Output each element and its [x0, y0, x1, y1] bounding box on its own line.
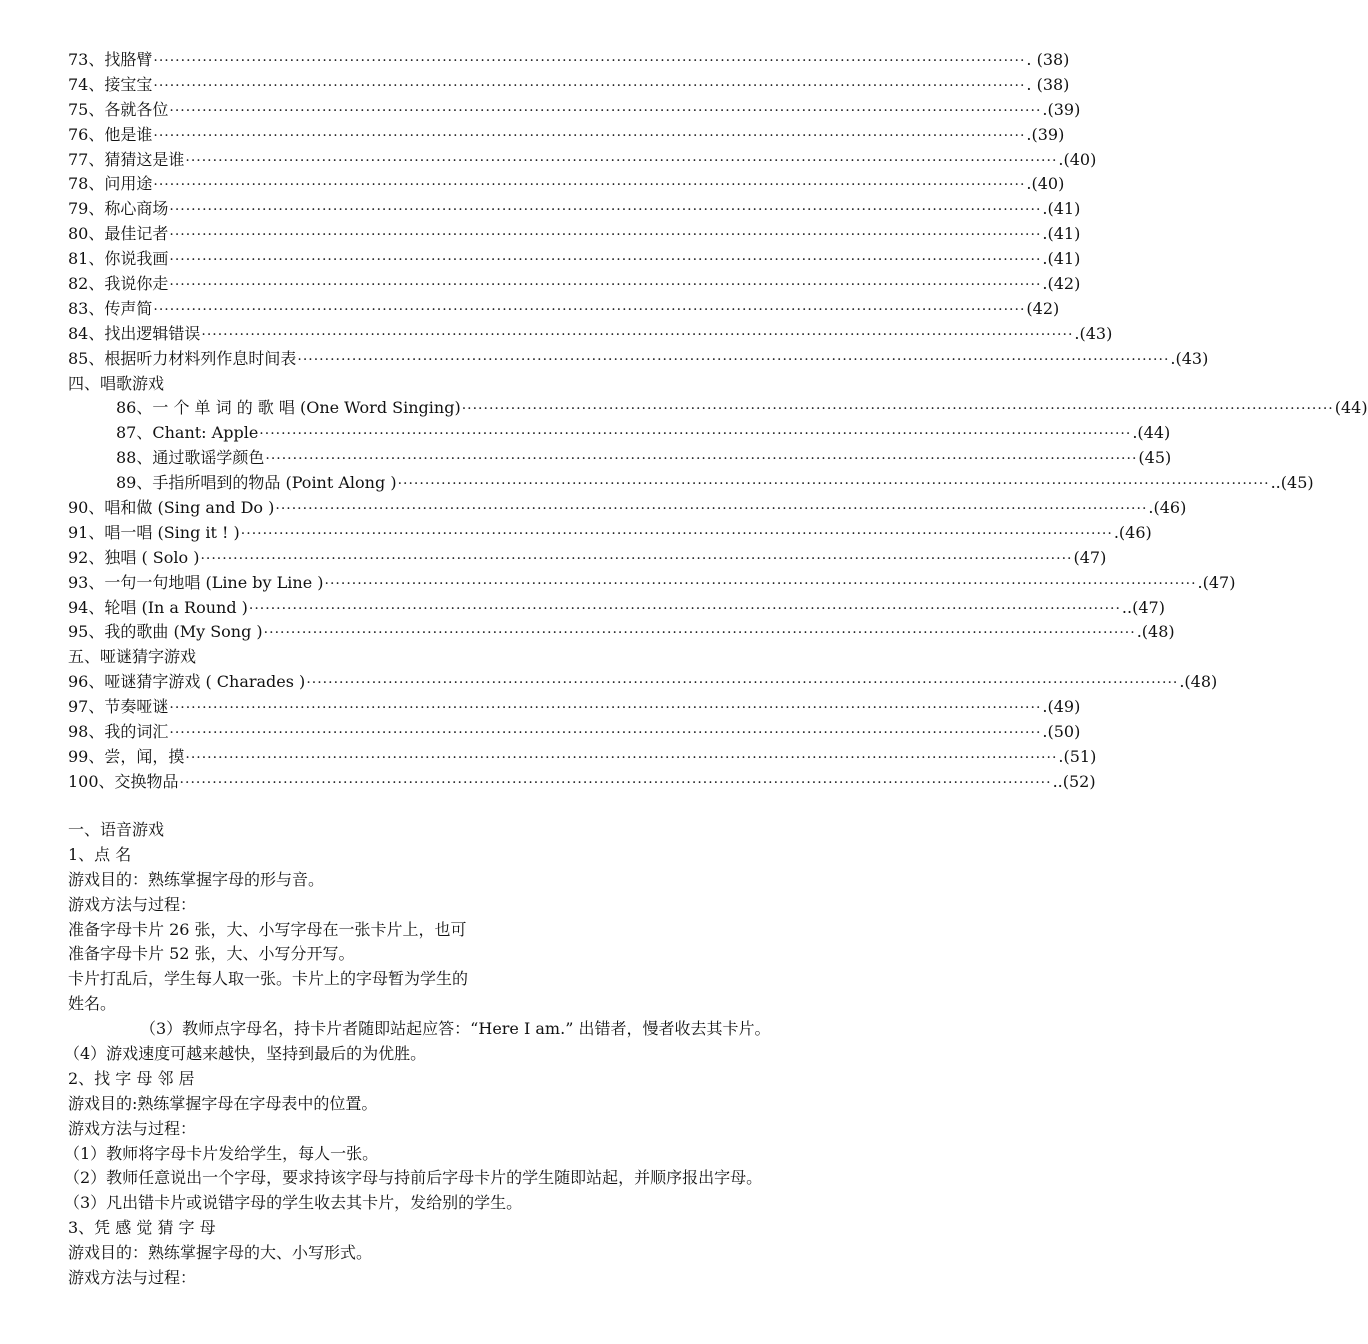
toc-leader-dots: ································································································································································ [240, 525, 1113, 542]
toc-page-number: .(41) [1042, 249, 1081, 269]
toc-entry [68, 272, 1081, 297]
toc-entry [68, 98, 1081, 123]
toc-page-number: .(40) [1026, 174, 1065, 194]
toc-leader-dots: ································································································································································ [169, 227, 1042, 244]
toc-leader-dots: ································································································································································ [263, 625, 1136, 642]
toc-leader-dots: ································································································································································ [265, 451, 1138, 468]
toc-entry-label: 80、最佳记者 [68, 224, 169, 244]
body-paragraph: 游戏方法与过程： [68, 894, 197, 914]
body-paragraph: 一、语音游戏 [68, 820, 165, 839]
toc-entry [68, 695, 1081, 720]
toc-leader-dots: ································································································································································ [169, 725, 1042, 742]
toc-leader-dots: ································································································································································ [306, 675, 1179, 692]
toc-entry-label: 73、找胳臂 [68, 50, 153, 69]
toc-page-number: .(44) [1132, 423, 1171, 443]
toc-page-number: .(49) [1042, 697, 1081, 717]
body-paragraph: 3、凭 感 觉 猜 字 母 [68, 1218, 216, 1238]
toc-page-number: .(41) [1042, 199, 1081, 219]
toc-page-number: .(39) [1026, 124, 1065, 144]
toc-page-number: .(46) [1113, 522, 1152, 542]
toc-entry [68, 620, 1175, 645]
body-paragraph: （2）教师任意说出一个字母，要求持该字母与持前后字母卡片的学生随即站起，并顺序报出字母。 [64, 1168, 763, 1188]
table-of-contents [68, 48, 1368, 795]
toc-entry [68, 421, 1171, 446]
toc-entry-label: 85、根据听力材料列作息时间表 [68, 348, 297, 368]
toc-entry-label: 82、我说你走 [68, 274, 169, 294]
toc-entry [68, 670, 1218, 695]
body-paragraph: 1、点 名 [68, 844, 132, 864]
body-paragraph: 游戏目的:熟练掌握字母在字母表中的位置。 [68, 1093, 378, 1113]
toc-entry-label: 92、独唱 ( Solo ) [68, 547, 200, 567]
toc-page-number: (45) [1138, 448, 1172, 468]
toc-leader-dots: ································································································································································ [169, 102, 1042, 119]
body-paragraph: 姓名。 [68, 994, 117, 1014]
toc-leader-dots: ································································································································································ [397, 476, 1270, 493]
toc-entry-label: 99、尝，闻，摸 [68, 746, 185, 766]
toc-entry [68, 172, 1065, 197]
toc-entry-label: 95、我的歌曲 (My Song ) [68, 622, 263, 642]
toc-leader-dots: ································································································································································ [185, 749, 1058, 766]
toc-leader-dots: ································································································································································ [169, 700, 1042, 717]
toc-page-number: .(39) [1042, 99, 1081, 119]
toc-page-number: .(48) [1179, 672, 1218, 692]
toc-entry [68, 770, 1096, 795]
body-paragraph: 卡片打乱后，学生每人取一张。卡片上的字母暂为学生的 [68, 969, 469, 989]
body-paragraph: （4）游戏速度可越来越快，坚持到最后的为优胜。 [64, 1044, 427, 1064]
toc-entry-label: 81、你说我画 [68, 249, 169, 269]
toc-entry [68, 48, 1070, 73]
toc-entry-label: 74、接宝宝 [68, 74, 153, 94]
toc-leader-dots: ································································································································································ [185, 152, 1058, 169]
toc-entry-label: 87、Chant: Apple [116, 423, 259, 443]
toc-entry [68, 521, 1152, 546]
toc-entry-label: 四、唱歌游戏 [68, 373, 165, 393]
toc-leader-dots: ································································································································································ [248, 600, 1121, 617]
body-paragraph: （3）凡出错卡片或说错字母的学生收去其卡片，发给别的学生。 [64, 1193, 523, 1213]
toc-leader-dots: ································································································································································ [275, 501, 1148, 518]
toc-page-number: ..(47) [1121, 597, 1165, 617]
toc-entry-label: 86、一 个 单 词 的 歌 唱 (One Word Singing) [116, 398, 461, 418]
toc-entry [68, 745, 1097, 770]
body-paragraph: 2、找 字 母 邻 居 [68, 1068, 195, 1088]
toc-entry [68, 471, 1314, 496]
toc-entry-label: 94、轮唱 (In a Round ) [68, 597, 248, 617]
toc-entry [68, 446, 1172, 471]
toc-entry [68, 297, 1060, 322]
toc-entry-label: 100、交换物品 [68, 771, 179, 791]
toc-page-number: .(50) [1042, 722, 1081, 742]
body-paragraph: （1）教师将字母卡片发给学生，每人一张。 [64, 1143, 379, 1163]
toc-entry [68, 496, 1187, 521]
toc-page-number: ..(52) [1052, 771, 1096, 791]
toc-entry [68, 222, 1081, 247]
body-paragraph: 游戏目的：熟练掌握字母的大、小写形式。 [68, 1243, 373, 1263]
toc-page-number: (44) [1334, 398, 1368, 418]
toc-entry-label: 89、手指所唱到的物品 (Point Along ) [116, 473, 397, 493]
toc-leader-dots: ································································································································································ [201, 326, 1074, 343]
toc-page-number: .(48) [1136, 622, 1175, 642]
toc-entry-label: 96、哑谜猜字游戏 ( Charades ) [68, 672, 306, 692]
toc-page-number: .(43) [1074, 323, 1113, 343]
toc-entry [68, 322, 1113, 347]
toc-leader-dots: ································································································································································ [153, 301, 1026, 318]
toc-entry-label: 78、问用途 [68, 174, 153, 194]
toc-leader-dots: ································································································································································ [169, 252, 1042, 269]
body-paragraph: （3）教师点字母名，持卡片者随即站起应答：“Here I am.” 出错者，慢者收去其卡片。 [140, 1019, 771, 1039]
toc-entry-label: 90、唱和做 (Sing and Do ) [68, 498, 275, 518]
toc-page-number: . (38) [1026, 50, 1070, 69]
toc-leader-dots: ································································································································································ [169, 277, 1042, 294]
toc-entry-label: 79、称心商场 [68, 199, 169, 219]
toc-leader-dots: ································································································································································ [259, 426, 1132, 443]
body-paragraph: 游戏方法与过程： [68, 1268, 197, 1288]
toc-leader-dots: ································································································································································ [324, 575, 1197, 592]
toc-page-number: .(47) [1197, 572, 1236, 592]
toc-page-number: .(43) [1170, 348, 1209, 368]
toc-entry-label: 75、各就各位 [68, 99, 169, 119]
toc-leader-dots: ································································································································································ [200, 550, 1073, 567]
toc-leader-dots: ································································································································································ [153, 53, 1026, 69]
toc-leader-dots: ································································································································································ [179, 774, 1052, 791]
toc-page-number: .(46) [1148, 498, 1187, 518]
toc-section-heading [68, 372, 603, 397]
toc-entry [68, 197, 1081, 222]
body-paragraph: 准备字母卡片 26 张，大、小写字母在一张卡片上，也可 [68, 919, 467, 939]
toc-page-number: . (38) [1026, 74, 1070, 94]
toc-page-number: .(51) [1058, 746, 1097, 766]
toc-entry-label: 98、我的词汇 [68, 722, 169, 742]
toc-entry-label: 84、找出逻辑错误 [68, 323, 201, 343]
toc-entry [68, 396, 1368, 421]
toc-entry [68, 123, 1065, 148]
toc-page-number: .(41) [1042, 224, 1081, 244]
toc-entry [68, 148, 1097, 173]
toc-entry-label: 77、猜猜这是谁 [68, 149, 185, 169]
document-body [64, 818, 938, 1291]
toc-entry [68, 247, 1081, 272]
toc-entry-label: 五、哑谜猜字游戏 [68, 647, 197, 667]
toc-entry [68, 546, 1107, 571]
toc-page-number: ..(45) [1270, 473, 1314, 493]
toc-leader-dots: ································································································································································ [153, 177, 1026, 194]
body-paragraph: 游戏方法与过程： [68, 1118, 197, 1138]
toc-page-number: .(40) [1058, 149, 1097, 169]
toc-section-heading [68, 645, 603, 670]
toc-page-number: (42) [1026, 298, 1060, 318]
toc-leader-dots: ································································································································································ [169, 202, 1042, 219]
toc-leader-dots: ································································································································································ [153, 127, 1026, 144]
toc-entry-label: 91、唱一唱 (Sing it ! ) [68, 522, 240, 542]
toc-leader-dots: ································································································································································ [153, 77, 1026, 94]
toc-entry [68, 571, 1236, 596]
body-paragraph: 游戏目的：熟练掌握字母的形与音。 [68, 869, 325, 889]
toc-entry-label: 76、他是谁 [68, 124, 153, 144]
toc-entry-label: 83、传声简 [68, 298, 153, 318]
toc-entry [68, 73, 1070, 98]
toc-entry-label: 88、通过歌谣学颜色 [116, 448, 265, 468]
toc-entry-label: 97、节奏哑谜 [68, 697, 169, 717]
toc-entry [68, 720, 1081, 745]
toc-page-number: (47) [1073, 547, 1107, 567]
toc-leader-dots: ································································································································································ [461, 401, 1334, 418]
toc-entry-label: 93、一句一句地唱 (Line by Line ) [68, 572, 324, 592]
toc-leader-dots: ································································································································································ [297, 351, 1170, 368]
body-paragraph: 准备字母卡片 52 张，大、小写分开写。 [68, 944, 355, 964]
toc-page-number: .(42) [1042, 274, 1081, 294]
toc-entry [68, 347, 1209, 372]
toc-entry [68, 596, 1165, 621]
